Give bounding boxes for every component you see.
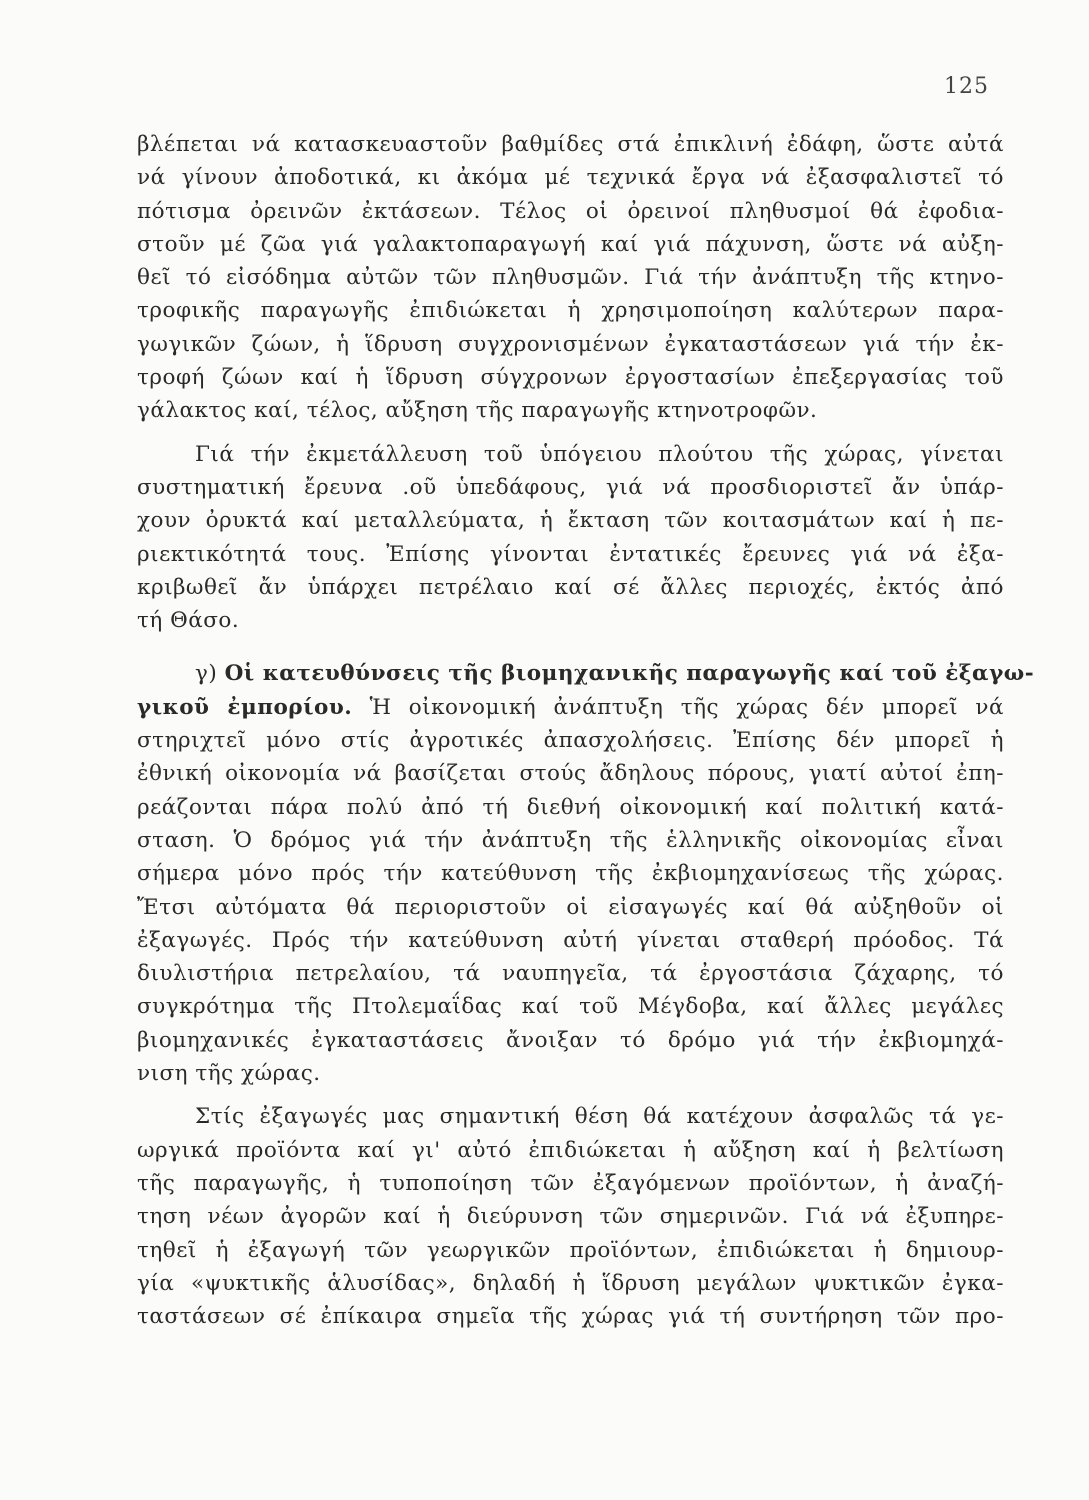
text-line: στοῦν μέ ζῶα γιά γαλακτοπαραγωγή καί γιά πάχυνση, ὥστε νά αὐξη- xyxy=(137,231,1004,257)
section-heading-line xyxy=(137,691,1004,724)
text-line: βλέπεται νά κατασκευαστοῦν βαθμίδες στά ἐπικλινή ἐδάφη, ὥστε αὐτά xyxy=(137,132,1004,157)
text-line: τροφικῆς παραγωγῆς ἐπιδιώκεται ἡ χρησιμοποίηση καλύτερων παρα- xyxy=(137,298,1004,324)
section-heading-line xyxy=(137,657,1035,690)
text-line: Γιά τήν ἐκμετάλλευση τοῦ ὑπόγειου πλούτου τῆς χώρας, γίνεται xyxy=(195,441,1004,467)
paragraph-1 xyxy=(137,128,1004,428)
paragraph-4 xyxy=(137,1100,1004,1333)
text-line: ωργικά προϊόντα καί γι' αὐτό ἐπιδιώκεται ἡ αὔξηση καί ἡ βελτίωση xyxy=(137,1137,1004,1163)
text-line: ρεάζονται πάρα πολύ ἀπό τή διεθνή οἰκονομική καί πολιτική κατά- xyxy=(137,794,1004,820)
page-number: 125 xyxy=(944,74,989,99)
text-line: ἐξαγωγές. Πρός τήν κατεύθυνση αὐτή γίνεται σταθερή πρόοδος. Τά xyxy=(137,927,1004,953)
text-line: γωγικῶν ζώων, ἡ ἵδρυση συγχρονισμένων ἐγκαταστάσεων γιά τήν ἐκ- xyxy=(137,331,1004,357)
section-text-start: Ἡ οἰκονομική ἀνάπτυξη τῆς χώρας δέν μπορεῖ νά xyxy=(352,694,1004,720)
text-line: νιση τῆς χώρας. xyxy=(137,1061,321,1087)
text-line: νά γίνουν ἀποδοτικά, κι ἀκόμα μέ τεχνικά ἔργα νά ἐξασφαλιστεῖ τό xyxy=(137,165,1004,191)
text-line: σήμερα μόνο πρός τήν κατεύθυνση τῆς ἐκβιομηχανίσεως τῆς χώρας. xyxy=(137,861,1004,887)
text-line: τηθεῖ ἡ ἐξαγωγή τῶν γεωργικῶν προϊόντων, ἐπιδιώκεται ἡ δημιουρ- xyxy=(137,1237,1004,1263)
text-line: τῆς παραγωγῆς, ἡ τυποποίηση τῶν ἐξαγόμενων προϊόντων, ἡ ἀναζή- xyxy=(137,1170,1004,1196)
section-heading-end: γικοῦ ἐμπορίου. xyxy=(137,694,353,720)
text-line: σταση. Ὁ δρόμος γιά τήν ἀνάπτυξη τῆς ἑλληνικῆς οἰκονομίας εἶναι xyxy=(137,827,1004,853)
body-text xyxy=(137,128,1035,1333)
text-line: βιομηχανικές ἐγκαταστάσεις ἄνοιξαν τό δρόμο γιά τήν ἐκβιομηχά- xyxy=(137,1027,1004,1053)
text-line: ἐθνική οἰκονομία νά βασίζεται στούς ἄδηλους πόρους, γιατί αὐτοί ἐπη- xyxy=(137,761,1004,787)
text-line: Ἔτσι αὐτόματα θά περιοριστοῦν οἱ εἰσαγωγές καί θά αὐξηθοῦν οἱ xyxy=(137,894,1004,920)
section-heading: Οἱ κατευθύνσεις τῆς βιομηχανικῆς παραγωγῆς καί τοῦ ἐξαγω- xyxy=(224,661,1035,687)
text-line: στηριχτεῖ μόνο στίς ἀγροτικές ἀπασχολήσεις. Ἐπίσης δέν μπορεῖ ἡ xyxy=(137,728,1004,754)
text-line: κριβωθεῖ ἄν ὑπάρχει πετρέλαιο καί σέ ἄλλες περιοχές, ἐκτός ἀπό xyxy=(137,574,1004,600)
text-line: ριεκτικότητά τους. Ἐπίσης γίνονται ἐντατικές ἔρευνες γιά νά ἐξα- xyxy=(137,541,1004,567)
section-heading-lead: γ) xyxy=(195,661,225,687)
text-line: γία «ψυκτικῆς ἁλυσίδας», δηλαδή ἡ ἵδρυση μεγάλων ψυκτικῶν ἐγκα- xyxy=(137,1270,1004,1296)
paragraph-2 xyxy=(137,438,1004,638)
text-line: θεῖ τό εἰσόδημα αὐτῶν τῶν πληθυσμῶν. Γιά τήν ἀνάπτυξη τῆς κτηνο- xyxy=(137,265,1004,291)
text-line: τηση νέων ἀγορῶν καί ἡ διεύρυνση τῶν σημερινῶν. Γιά νά ἐξυπηρε- xyxy=(137,1204,1004,1230)
text-line: συστηματική ἔρευνα .οῦ ὑπεδάφους, γιά νά προσδιοριστεῖ ἄν ὑπάρ- xyxy=(137,474,1004,500)
text-line: χουν ὀρυκτά καί μεταλλεύματα, ἡ ἔκταση τῶν κοιτασμάτων καί ἡ πε- xyxy=(137,508,1004,534)
text-line: τροφή ζώων καί ἡ ἵδρυση σύγχρονων ἐργοστασίων ἐπεξεργασίας τοῦ xyxy=(137,365,1004,391)
text-line: Στίς ἐξαγωγές μας σημαντική θέση θά κατέχουν ἀσφαλῶς τά γε- xyxy=(195,1104,1004,1130)
text-line: τή Θάσο. xyxy=(137,608,240,634)
paragraph-3 xyxy=(137,657,1035,1090)
text-line: συγκρότημα τῆς Πτολεμαΐδας καί τοῦ Μέγδοβα, καί ἄλλες μεγάλες xyxy=(137,994,1004,1020)
text-line: διυλιστήρια πετρελαίου, τά ναυπηγεῖα, τά ἐργοστάσια ζάχαρης, τό xyxy=(137,961,1004,987)
text-line: γάλακτος καί, τέλος, αὔξηση τῆς παραγωγῆς κτηνοτροφῶν. xyxy=(137,398,818,424)
text-line: πότισμα ὀρεινῶν ἐκτάσεων. Τέλος οἱ ὀρεινοί πληθυσμοί θά ἐφοδια- xyxy=(137,198,1004,224)
text-line: ταστάσεων σέ ἐπίκαιρα σημεῖα τῆς χώρας γιά τή συντήρηση τῶν προ- xyxy=(137,1304,1004,1330)
